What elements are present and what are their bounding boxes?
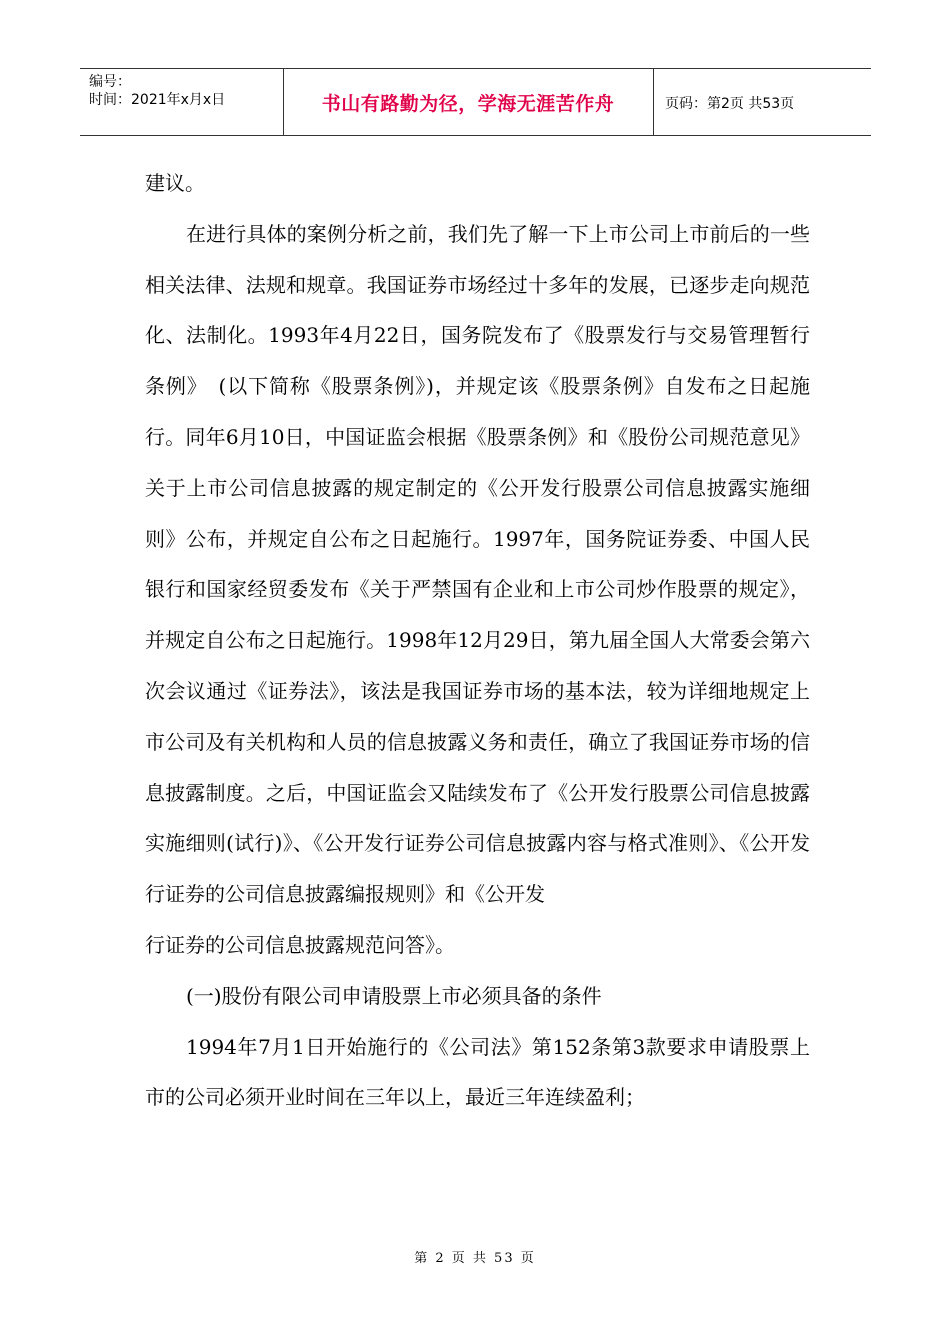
paragraph-1: 建议。 bbox=[145, 171, 205, 195]
paragraph-3: 行证券的公司信息披露规范问答》。 bbox=[145, 932, 455, 957]
header-meta bbox=[89, 73, 225, 109]
document-body bbox=[145, 158, 810, 1123]
page-footer: 第 2 页 共 53 页 bbox=[414, 1251, 536, 1266]
header-divider-right bbox=[653, 69, 654, 135]
section-heading: (一)股份有限公司申请股票上市必须具备的条件 bbox=[186, 983, 602, 1008]
header-motto: 书山有路勤为径，学海无涯苦作舟 bbox=[321, 93, 615, 115]
paragraph-2: 在进行具体的案例分析之前，我们先了解一下上市公司上市前后的一些相关法律、法规和规章。我国证券市场经过十多年的发展，已逐步走向规范化、法制化。1993年4月22日，国务院发布了《股票发行与交易管理暂行条例》 (以下简称《股票条例》)，并规定该《股票条例》自发布之日起施行。同年6月10日，中国证监会根据《股票条例》和《股份公司规范意见》关于上市公司信息披露的规定制定的《公开发行股票公司信息披露实施细则》公布，并规定自公布之日起施行。1997年，国务院证券委、中国人民银行和国家经贸委发布《关于严禁国有企业和上市公司炒作股票的规定》，并规定自公布之日起施行。1998年12月29日，第九届全国人大常委会第六次会议通过《证券法》，该法是我国证券市场的基本法，较为详细地规定上市公司及有关机构和人员的信息披露义务和责任，确立了我国证券市场的信息披露制度。之后，中国证监会又陆续发布了《公开发行股票公司信息披露实施细则(试行)》、《公开发行证券公司信息披露内容与格式准则》、《公开发行证券的公司信息披露编报规则》和《公开发 bbox=[145, 221, 810, 907]
page-header bbox=[80, 68, 871, 136]
serial-label: 编号： bbox=[89, 74, 131, 90]
time-label: 时间：2021年x月x日 bbox=[89, 92, 226, 108]
header-page-info: 页码：第2页 共53页 bbox=[665, 96, 795, 112]
paragraph-5: 1994年7月1日开始施行的《公司法》第152条第3款要求申请股票上市的公司必须开业时间在三年以上，最近三年连续盈利； bbox=[145, 1034, 810, 1110]
